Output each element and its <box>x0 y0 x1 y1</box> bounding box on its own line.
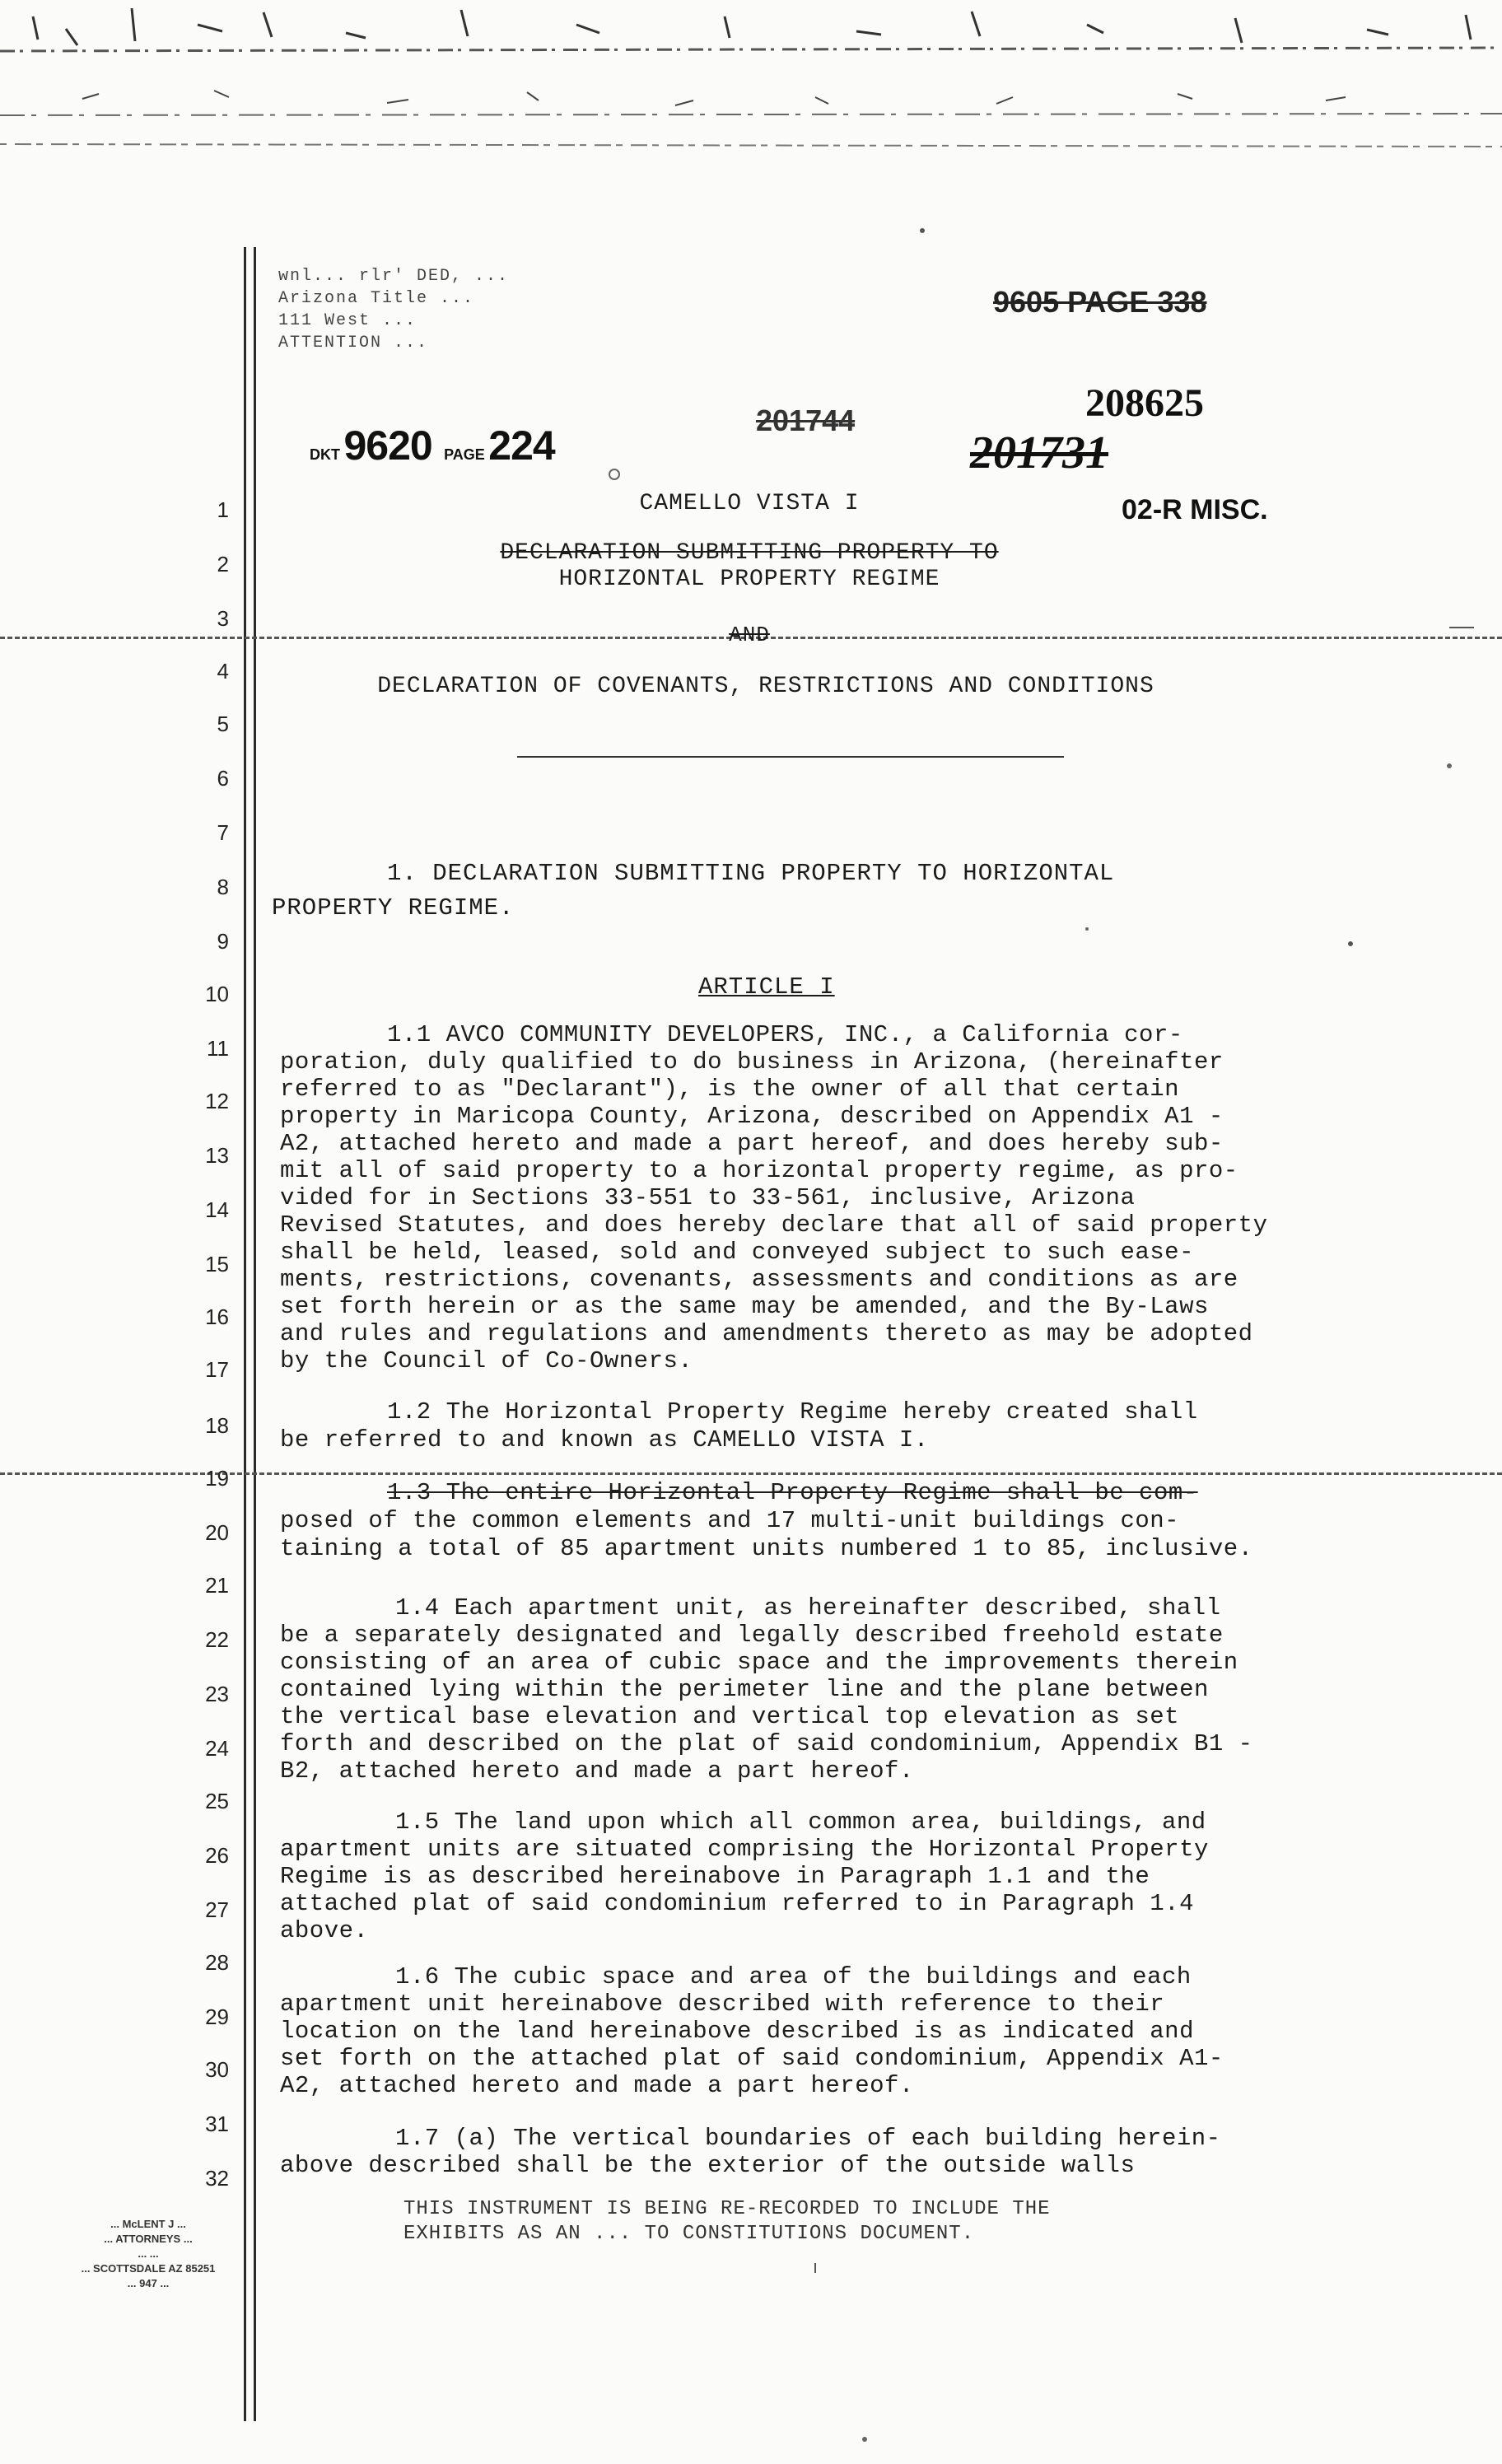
text-line: poration, duly qualified to do business in Arizona, (hereinafter <box>280 1048 1224 1076</box>
line-number: 4 <box>217 659 229 684</box>
line-number: 10 <box>205 982 229 1006</box>
line-number: 14 <box>205 1197 229 1222</box>
text-line: be referred to and known as CAMELLO VISTA I. <box>280 1426 929 1454</box>
text-line: 1.4 Each apartment unit, as hereinafter described, shall <box>395 1594 1221 1622</box>
line-number: 17 <box>205 1357 229 1382</box>
article-heading: ARTICLE I <box>698 973 835 1001</box>
declaration-title-line1: DECLARATION SUBMITTING PROPERTY TO <box>500 540 999 566</box>
text-line: A2, attached hereto and made a part hereof. <box>280 2072 914 2099</box>
text-line: ments, restrictions, covenants, assessments and conditions as are <box>280 1266 1238 1293</box>
line-number: 26 <box>205 1843 229 1868</box>
text-line: mit all of said property to a horizontal property regime, as pro- <box>280 1157 1238 1184</box>
text-line: consisting of an area of cubic space and the improvements therein <box>280 1649 1238 1676</box>
line-number: 31 <box>205 2112 229 2136</box>
line-number: 23 <box>205 1682 229 1706</box>
docket-struck: 9605 PAGE 338 <box>993 285 1207 319</box>
project-title: CAMELLO VISTA I <box>639 491 860 516</box>
rerecord-note-line: THIS INSTRUMENT IS BEING RE-RECORDED TO INCLUDE THE <box>403 2198 1051 2220</box>
line-number: 15 <box>205 1252 229 1276</box>
line-number: 21 <box>205 1573 229 1598</box>
line-number: 6 <box>217 766 229 791</box>
struck-number: 201744 <box>756 404 856 437</box>
line-number: 22 <box>205 1627 229 1652</box>
line-number: 1 <box>217 497 229 522</box>
text-line: set forth on the attached plat of said condominium, Appendix A1- <box>280 2045 1224 2072</box>
line-number: 12 <box>205 1089 229 1113</box>
line-number: 20 <box>205 1520 229 1545</box>
line-number: 5 <box>217 712 229 736</box>
line-number: 13 <box>205 1143 229 1168</box>
line-number: 19 <box>205 1466 229 1491</box>
text-line: 1.6 The cubic space and area of the buildings and each <box>395 1963 1192 1990</box>
docket-prefix: DKT <box>310 446 340 463</box>
text-line: apartment unit hereinabove described with reference to their <box>280 1990 1165 2018</box>
return-address-line: 111 West ... <box>278 311 417 330</box>
attorney-line: ... McLENT J ... <box>110 2218 186 2230</box>
page-label: PAGE <box>444 446 485 463</box>
text-line: contained lying within the perimeter line and the plane between <box>280 1676 1209 1703</box>
text-line: 1.2 The Horizontal Property Regime hereby created shall <box>387 1398 1198 1426</box>
text-line: taining a total of 85 apartment units numbered 1 to 85, inclusive. <box>280 1535 1253 1562</box>
text-line: by the Council of Co-Owners. <box>280 1347 693 1374</box>
line-number: 7 <box>217 820 229 845</box>
text-line: B2, attached hereto and made a part hereof. <box>280 1757 914 1785</box>
line-number: 30 <box>205 2057 229 2082</box>
text-line: shall be held, leased, sold and conveyed subject to such ease- <box>280 1239 1194 1266</box>
text-line: vided for in Sections 33-551 to 33-561, inclusive, Arizona <box>280 1184 1136 1211</box>
text-line: set forth herein or as the same may be amended, and the By-Laws <box>280 1293 1209 1320</box>
line-number: 3 <box>217 606 229 631</box>
text-line: 1.5 The land upon which all common area, buildings, and <box>395 1808 1206 1836</box>
text-line: 1.3 The entire Horizontal Property Regime shall be com- <box>387 1479 1198 1506</box>
attorney-line: ... 947 ... <box>127 2277 170 2289</box>
line-number: 25 <box>205 1789 229 1813</box>
text-line: above described shall be the exterior of the outside walls <box>280 2152 1136 2179</box>
text-line: 1.1 AVCO COMMUNITY DEVELOPERS, INC., a California cor- <box>387 1021 1183 1048</box>
line-number: 29 <box>205 2004 229 2029</box>
text-line: referred to as "Declarant"), is the owner of all that certain <box>280 1076 1180 1103</box>
text-line: be a separately designated and legally described freehold estate <box>280 1622 1224 1649</box>
misc-stamp: 02-R MISC. <box>1122 494 1268 525</box>
attorney-line: ... ATTORNEYS ... <box>104 2233 193 2245</box>
text-line: A2, attached hereto and made a part hereof, and does hereby sub- <box>280 1130 1224 1157</box>
text-line: Regime is as described hereinabove in Paragraph 1.1 and the <box>280 1863 1150 1890</box>
return-address-line: Arizona Title ... <box>278 289 475 308</box>
section-heading-line2: PROPERTY REGIME. <box>272 894 515 922</box>
text-line: and rules and regulations and amendments thereto as may be adopted <box>280 1320 1253 1347</box>
section-heading-line1: 1. DECLARATION SUBMITTING PROPERTY TO HORIZONTAL <box>387 860 1115 887</box>
line-number: 11 <box>207 1036 229 1061</box>
record-number-struck: 201731 <box>970 427 1108 478</box>
text-line: attached plat of said condominium referred to in Paragraph 1.4 <box>280 1890 1194 1917</box>
line-number: 9 <box>217 929 229 954</box>
text-line: forth and described on the plat of said condominium, Appendix B1 - <box>280 1730 1253 1757</box>
declaration-title-line2: HORIZONTAL PROPERTY REGIME <box>558 567 940 592</box>
text-line: posed of the common elements and 17 multi-unit buildings con- <box>280 1507 1180 1534</box>
line-number: 32 <box>205 2166 229 2191</box>
text-line: Revised Statutes, and does hereby declare that all of said property <box>280 1211 1268 1239</box>
return-address-line: ATTENTION ... <box>278 334 429 352</box>
text-line: apartment units are situated comprising the Horizontal Property <box>280 1836 1209 1863</box>
line-number: 8 <box>217 875 229 899</box>
text-line: above. <box>280 1917 369 1944</box>
attorney-line: ... SCOTTSDALE AZ 85251 <box>81 2262 216 2275</box>
docket-number: 9620 <box>343 422 432 469</box>
line-number: 28 <box>205 1950 229 1975</box>
line-number: 18 <box>205 1413 229 1438</box>
rerecord-note-line: EXHIBITS AS AN ... TO CONSTITUTIONS DOCUMENT. <box>403 2223 975 2245</box>
return-address-line: wnl... rlr' DED, ... <box>278 267 510 286</box>
declaration-title-line3: DECLARATION OF COVENANTS, RESTRICTIONS AND CONDITIONS <box>377 674 1154 699</box>
text-line: property in Maricopa County, Arizona, described on Appendix A1 - <box>280 1103 1224 1130</box>
text-line: 1.7 (a) The vertical boundaries of each building herein- <box>395 2125 1221 2152</box>
text-line: location on the land hereinabove described is as indicated and <box>280 2018 1194 2045</box>
line-number: 24 <box>205 1736 229 1761</box>
line-number: 2 <box>217 552 229 576</box>
line-number: 27 <box>205 1897 229 1922</box>
title-and: AND <box>729 623 770 647</box>
text-line: the vertical base elevation and vertical top elevation as set <box>280 1703 1180 1730</box>
line-number: 16 <box>205 1304 229 1329</box>
page-number: 224 <box>488 422 555 469</box>
record-number: 208625 <box>1085 381 1204 425</box>
attorney-line: ... ... <box>138 2247 159 2260</box>
